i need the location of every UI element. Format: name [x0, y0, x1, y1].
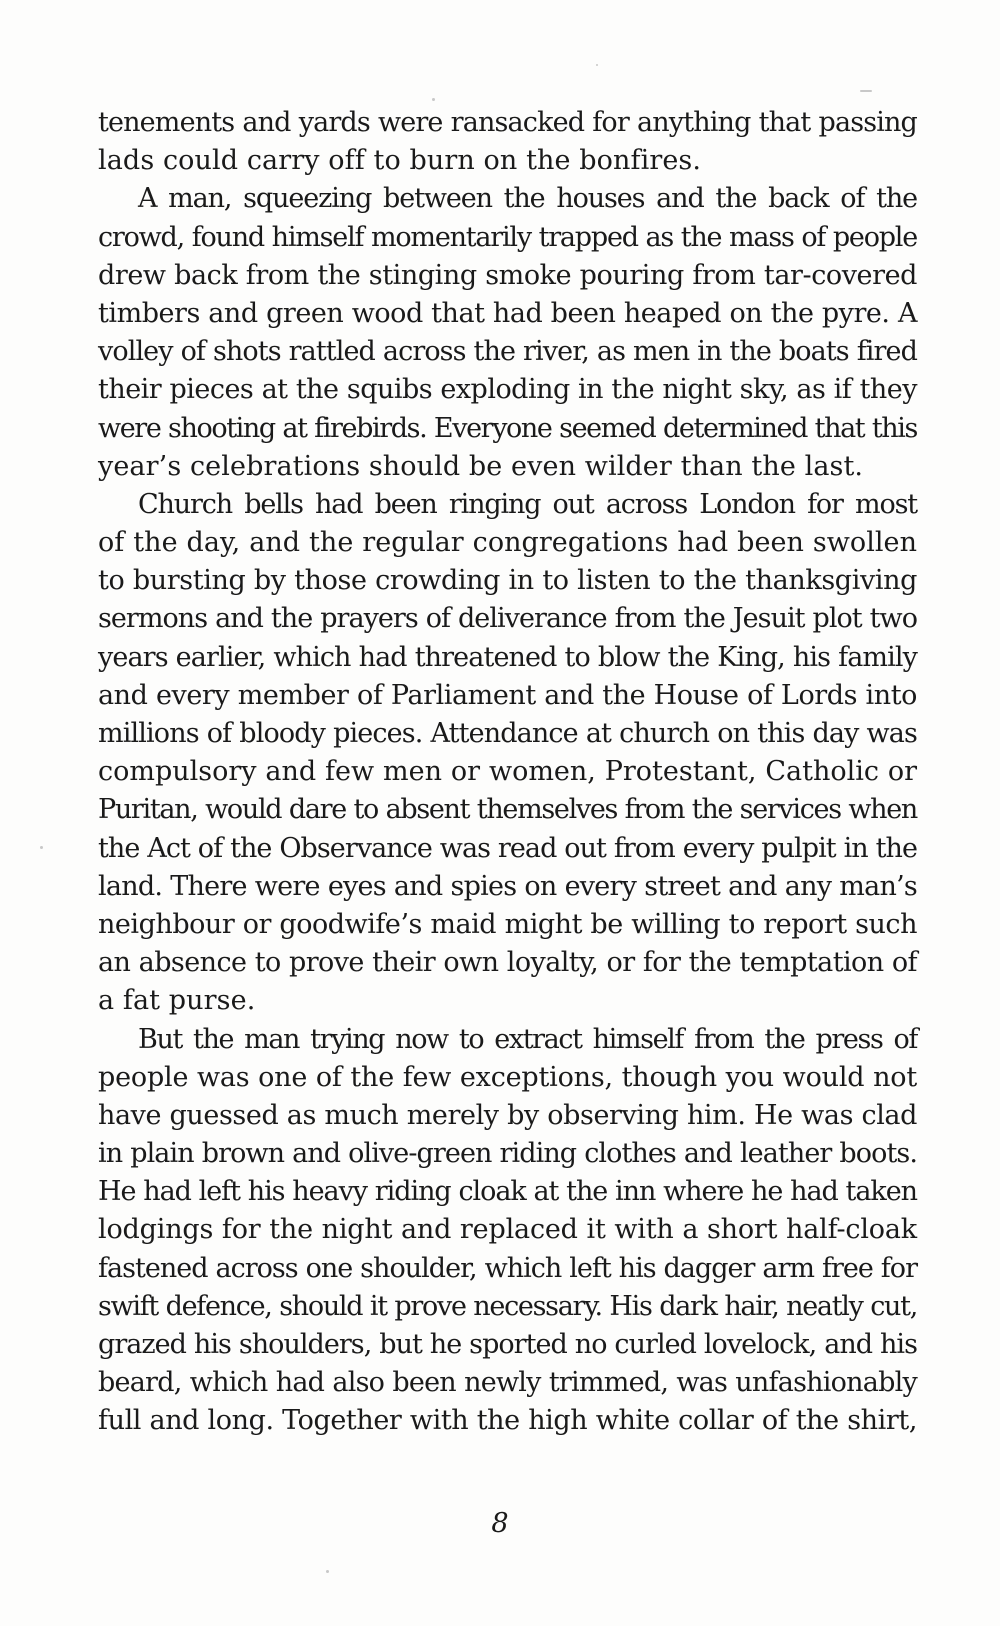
text-line: year’s celebrations should be even wilder than the last. [98, 450, 864, 482]
paper-speck [860, 90, 872, 92]
text-line: in plain brown and olive-green riding clothes and leather boots. [98, 1138, 917, 1170]
paper-speck [40, 846, 43, 849]
paper-speck [596, 64, 598, 66]
text-line: have guessed as much merely by observing him. He was clad [98, 1099, 917, 1131]
text-line: sermons and the prayers of deliverance from the Jesuit plot two [98, 603, 917, 635]
text-line: He had left his heavy riding cloak at the inn where he had taken [98, 1176, 917, 1208]
text-line: fastened across one shoulder, which left his dagger arm free for [98, 1252, 917, 1284]
text-line: grazed his shoulders, but he sported no curled lovelock, and his [98, 1329, 917, 1360]
text-line: crowd, found himself momentarily trapped as the mass of people [98, 221, 917, 253]
text-line: the Act of the Observance was read out from every pulpit in the [98, 832, 917, 864]
text-line: Puritan, would dare to absent themselves from the services when [98, 794, 917, 826]
text-line: volley of shots rattled across the river, as men in the boats fired [98, 336, 917, 368]
text-line: beard, which had also been newly trimmed, was unfashionably [98, 1367, 917, 1399]
text-line: millions of bloody pieces. Attendance at church on this day was [98, 718, 917, 749]
text-line: tenements and yards were ransacked for anything that passing [98, 107, 917, 138]
text-line: full and long. Together with the high white collar of the shirt, [98, 1405, 917, 1437]
text-line: But the man trying now to extract himself from the press of [138, 1023, 917, 1055]
text-line: to bursting by those crowding in to listen to the thanksgiving [98, 565, 917, 597]
text-line: drew back from the stinging smoke pouring from tar-covered [98, 259, 917, 291]
text-line: timbers and green wood that had been heaped on the pyre. A [98, 297, 917, 329]
text-line: years earlier, which had threatened to blow the King, his family [98, 641, 917, 673]
text-line: A man, squeezing between the houses and the back of the [138, 183, 917, 215]
text-line: a fat purse. [98, 985, 256, 1017]
text-line: lads could carry off to burn on the bonfires. [98, 145, 702, 177]
text-line: people was one of the few exceptions, though you would not [98, 1061, 917, 1093]
page-number: 8 [491, 1508, 509, 1539]
text-line: and every member of Parliament and the House of Lords into [98, 679, 917, 711]
body-text [98, 104, 917, 1441]
text-line: land. There were eyes and spies on every street and any man’s [98, 870, 917, 902]
text-line: an absence to prove their own loyalty, or for the temptation of [98, 947, 917, 979]
text-line: swift defence, should it prove necessary. His dark hair, neatly cut, [98, 1290, 917, 1322]
paper-speck [432, 98, 435, 101]
text-line: compulsory and few men or women, Protestant, Catholic or [98, 756, 917, 788]
text-line: their pieces at the squibs exploding in the night sky, as if they [98, 374, 917, 406]
paper-speck [326, 1570, 329, 1573]
text-line: neighbour or goodwife’s maid might be willing to report such [98, 908, 917, 940]
text-line: Church bells had been ringing out across London for most [138, 488, 917, 520]
text-line: lodgings for the night and replaced it with a short half-cloak [98, 1214, 917, 1246]
text-line: of the day, and the regular congregations had been swollen [98, 527, 917, 559]
text-line: were shooting at firebirds. Everyone seemed determined that this [98, 412, 917, 444]
